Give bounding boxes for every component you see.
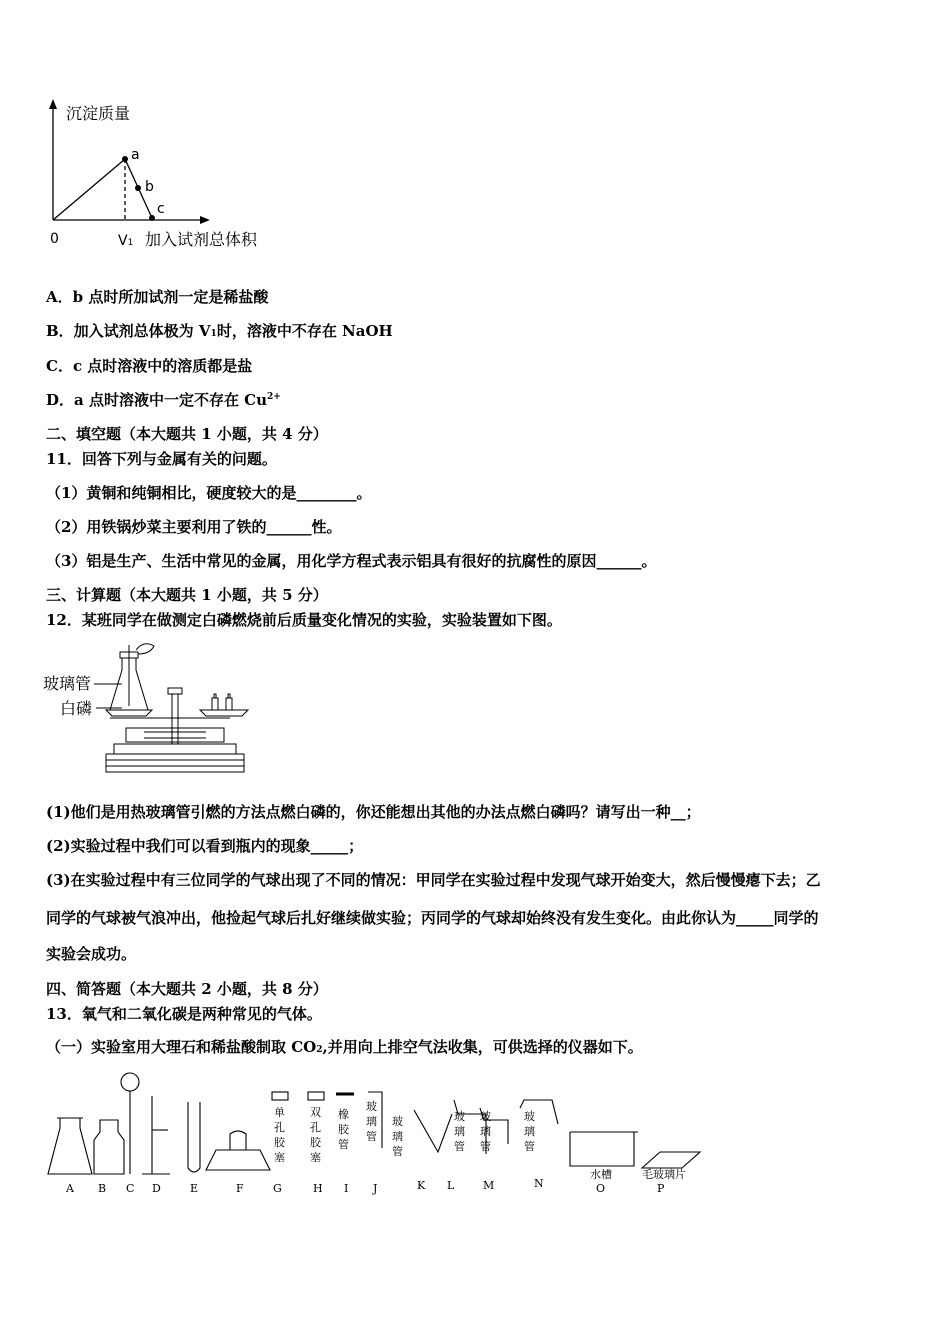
letter-c: C [126, 1182, 135, 1195]
q12-part3b: 同学的气球被气浪冲出，他捡起气球后扎好继续做实验；丙同学的气球却始终没有发生变化。由此你认为_____同学的 [46, 909, 819, 927]
wide-mouth-bottle [94, 1120, 124, 1174]
option-a: A．b 点时所加试剂一定是稀盐酸 [46, 288, 269, 306]
letter-m: M [483, 1179, 495, 1192]
letter-g: G [273, 1182, 282, 1195]
h-char-3: 胶 [310, 1136, 321, 1149]
conical-flask [48, 1118, 92, 1174]
balloon [136, 644, 154, 654]
q13-part1: （一）实验室用大理石和稀盐酸制取 CO2,并用向上排空气法收集，可供选择的仪器如下。 [46, 1038, 643, 1056]
q11-part3: （3）铝是生产、生活中常见的金属，用化学方程式表示铝具有很好的抗腐性的原因______。 [46, 552, 657, 570]
balance-apparatus [40, 640, 280, 780]
letter-a: A [66, 1182, 74, 1195]
q12-part2: (2)实验过程中我们可以看到瓶内的现象_____； [46, 837, 364, 855]
double-hole-stopper [308, 1092, 324, 1100]
letter-e: E [190, 1182, 199, 1195]
q12-part3c: 实验会成功。 [46, 945, 137, 963]
letter-d: D [152, 1182, 161, 1195]
i-char-2: 胶 [338, 1123, 349, 1136]
k-char-2: 璃 [392, 1130, 403, 1143]
glass-tube-label: 玻璃管 [43, 674, 92, 693]
q12-part1: (1)他们是用热玻璃管引燃的方法点燃白磷的，你还能想出其他的办法点燃白磷吗？请写出一种__； [46, 803, 701, 821]
label-c: c [157, 201, 165, 217]
x-axis-label: 加入试剂总体积 [145, 230, 258, 249]
k-char-1: 玻 [392, 1115, 403, 1128]
water-trough [570, 1132, 634, 1166]
l-char-3: 管 [454, 1140, 465, 1153]
letter-j: J [373, 1182, 378, 1195]
x-arrow [200, 216, 210, 224]
v1-label: V1 [118, 233, 134, 249]
single-hole-stopper [272, 1092, 288, 1100]
option-c: C．c 点时溶液中的溶质都是盐 [46, 357, 253, 375]
white-phosphorus-label: 白磷 [60, 699, 93, 718]
letter-n: N [534, 1177, 544, 1190]
section4-heading: 四、简答题（本大题共 2 小题，共 8 分） [46, 980, 328, 998]
option-b: B．加入试剂总体极为 V1时，溶液中不存在 NaOH [46, 322, 393, 340]
j-char-3: 管 [366, 1130, 377, 1143]
letter-b: B [98, 1182, 107, 1195]
q11-part2: （2）用铁锅炒菜主要利用了铁的______性。 [46, 518, 342, 536]
l-char-2: 璃 [454, 1125, 465, 1138]
rising-line [53, 159, 125, 220]
n-char-1: 玻 [524, 1110, 535, 1123]
lab-apparatus [40, 1070, 710, 1200]
h-char-4: 塞 [310, 1151, 321, 1164]
m-char-1: 玻 [480, 1110, 491, 1123]
section2-heading: 二、填空题（本大题共 1 小题，共 4 分） [46, 425, 328, 443]
precipitate-graph [40, 95, 280, 255]
letter-i: I [344, 1182, 349, 1195]
letter-f: F [236, 1182, 244, 1195]
i-char-3: 管 [338, 1138, 349, 1151]
glass-tube-k [414, 1110, 452, 1152]
label-b: b [145, 179, 154, 195]
k-char-3: 管 [392, 1145, 403, 1158]
point-c [149, 215, 155, 221]
q11-part1: （1）黄铜和纯铜相比，硬度较大的是________。 [46, 484, 372, 502]
j-char-2: 璃 [366, 1115, 377, 1128]
letter-k: K [417, 1179, 426, 1192]
l-char-1: 玻 [454, 1110, 465, 1123]
n-char-3: 管 [524, 1140, 535, 1153]
letter-o: O [596, 1182, 606, 1195]
long-neck-funnel [121, 1073, 139, 1091]
j-char-1: 玻 [366, 1100, 377, 1113]
g-char-4: 塞 [274, 1151, 285, 1164]
m-char-3: 管 [480, 1140, 491, 1153]
q12-part3a: (3)在实验过程中有三位同学的气球出现了不同的情况：甲同学在实验过程中发现气球开始变大，然后慢慢瘪下去；乙 [46, 871, 821, 889]
g-char-3: 胶 [274, 1136, 285, 1149]
option-d: D．a 点时溶液中一定不存在 $Cu^{2+}$ [46, 391, 281, 409]
y-axis-label: 沉淀质量 [66, 104, 131, 123]
q11-stem: 11．回答下列与金属有关的问题。 [46, 450, 277, 468]
test-tube [188, 1102, 200, 1172]
g-char-2: 孔 [274, 1121, 285, 1134]
letter-l: L [447, 1179, 455, 1192]
q12-stem: 12．某班同学在做测定白磷燃烧前后质量变化情况的实验，实验装置如下图。 [46, 611, 562, 629]
p-label-text: 毛玻璃片 [642, 1168, 686, 1181]
label-a: a [131, 147, 140, 163]
letter-p: P [657, 1182, 665, 1195]
h-char-1: 双 [310, 1106, 321, 1119]
y-arrow [49, 99, 57, 109]
alcohol-lamp [206, 1150, 270, 1170]
n-char-2: 璃 [524, 1125, 535, 1138]
letter-h: H [313, 1182, 323, 1195]
ground-glass-plate [642, 1152, 700, 1168]
point-b [135, 185, 141, 191]
q13-stem: 13．氧气和二氧化碳是两种常见的气体。 [46, 1005, 322, 1023]
h-char-2: 孔 [310, 1121, 321, 1134]
o-label-text: 水槽 [590, 1168, 612, 1181]
section3-heading: 三、计算题（本大题共 1 小题，共 5 分） [46, 586, 328, 604]
i-char-1: 橡 [338, 1108, 349, 1121]
point-a [122, 156, 128, 162]
origin-label: 0 [50, 231, 59, 247]
m-char-2: 璃 [480, 1125, 491, 1138]
g-char-1: 单 [274, 1106, 285, 1119]
